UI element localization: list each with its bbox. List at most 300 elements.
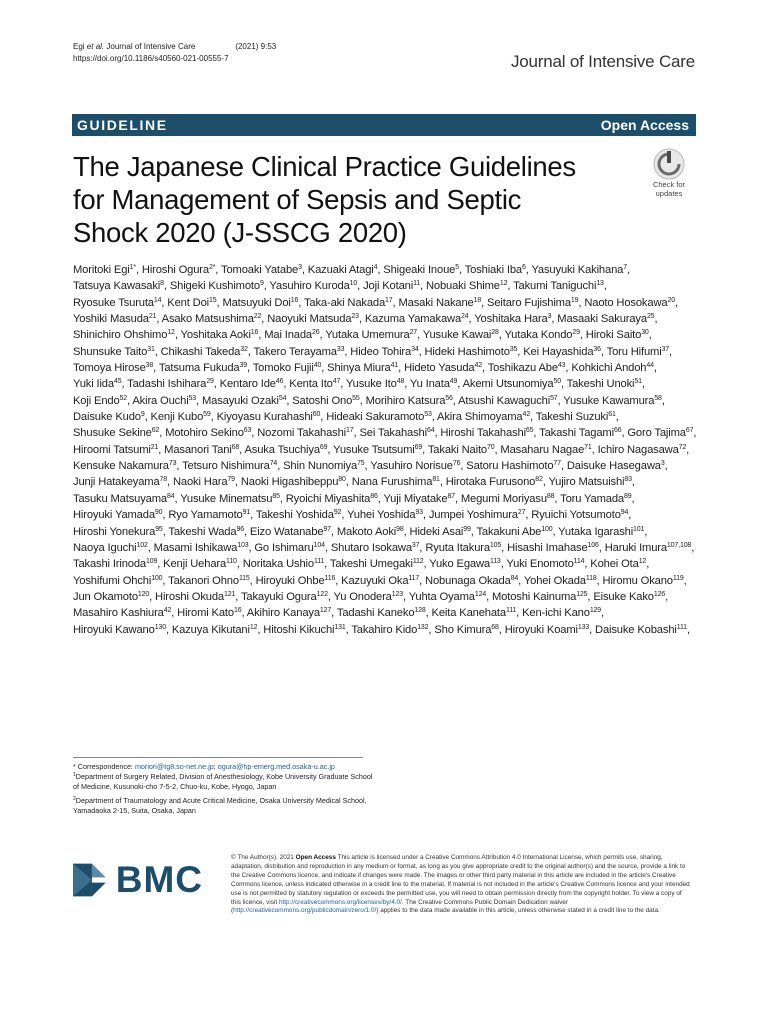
check-updates-line2: updates: [655, 189, 683, 198]
author-name: Junji Hatakeyama: [73, 476, 160, 489]
author-affiliation-ref: 75: [357, 460, 365, 468]
author: [603, 575, 684, 587]
author-name: Eizo Watanabe: [249, 525, 324, 538]
author-affiliation-ref: 82: [535, 476, 543, 484]
bmc-logo: [73, 857, 203, 903]
author-affiliation-ref: 49: [449, 378, 458, 386]
author-name: Takashi Irinoda: [73, 558, 146, 571]
author-affiliation-ref: 69: [414, 443, 423, 451]
author: [513, 280, 604, 292]
author: [488, 362, 566, 374]
author-affiliation-ref: 110: [226, 558, 237, 566]
author-name: Toru Hifumi: [606, 345, 662, 358]
author: [151, 411, 211, 423]
author-affiliation-ref: 71: [584, 443, 592, 451]
author-name: Naoki Hara: [172, 476, 228, 489]
author-name: Yusuke Minematsu: [180, 492, 273, 505]
author: [359, 427, 434, 439]
author: [73, 297, 161, 309]
author: [458, 395, 557, 407]
author-name: Taka-aki Nakada: [303, 296, 386, 309]
author-affiliation-ref: 16: [233, 607, 242, 615]
author-name: Hiroshi Yonekura: [73, 525, 156, 538]
author-name: Hideki Hashimoto: [424, 345, 510, 358]
author-name: Tomoya Hirose: [73, 362, 146, 375]
author: [351, 624, 428, 636]
author-name: Yusuke Kawai: [422, 329, 492, 342]
author-affiliation-ref: 97: [323, 525, 331, 533]
author: [522, 607, 601, 619]
author-name: Shigeaki Inoue: [383, 264, 456, 276]
author: [73, 591, 149, 603]
license-open-access: Open Access: [295, 854, 336, 861]
author: [409, 591, 486, 603]
author-name: Yu Onodera: [333, 590, 392, 603]
author: [263, 624, 345, 636]
author-name: Masaharu Nagae: [500, 443, 585, 456]
author-affiliation-ref: 19: [570, 296, 579, 304]
author: [264, 329, 319, 341]
author-affiliation-ref: 115: [238, 574, 250, 582]
author-name: Takanori Ohno: [168, 574, 239, 587]
author-affiliation-ref: 102: [136, 541, 148, 549]
author-affiliation-ref: 93: [415, 509, 423, 517]
author-name: Shutaro Isokawa: [330, 541, 412, 554]
author: [73, 378, 121, 390]
author-affiliation-ref: 78: [159, 476, 168, 484]
author-affiliation-ref: 86: [370, 492, 378, 500]
author-name: Moritoki Egi: [73, 264, 130, 276]
author-affiliation-ref: 96: [236, 525, 244, 533]
author-name: Seitaro Fujishima: [487, 296, 571, 309]
author: [73, 362, 153, 374]
author-name: Morihiro Katsura: [365, 394, 446, 407]
author-name: Megumi Moriyasu: [460, 492, 547, 505]
author-affiliation-ref: 14: [153, 296, 162, 304]
author-affiliation-ref: 61: [608, 411, 616, 419]
author: [73, 280, 164, 292]
author: [267, 313, 359, 325]
author: [241, 591, 328, 603]
author: [256, 575, 336, 587]
author-name: Yuko Egawa: [429, 558, 490, 571]
author-affiliation-ref: 111: [505, 607, 517, 615]
author-name: Kohei Ota: [590, 558, 639, 571]
author-affiliation-ref: 92: [333, 509, 342, 517]
author: [132, 395, 196, 407]
author: [164, 444, 239, 456]
author-name: Ken-ichi Kano: [522, 607, 590, 620]
author-affiliation-ref: 65: [525, 427, 534, 435]
author-name: Yoshifumi Ohchi: [73, 574, 152, 587]
author-name: Yasuhiro Norisue: [370, 460, 453, 473]
author-name: Sho Kimura: [434, 623, 492, 636]
author-affiliation-ref: 39: [239, 362, 247, 370]
author: [337, 607, 426, 619]
author-name: Yusuke Ito: [345, 378, 397, 391]
author-name: Shunsuke Taito: [73, 345, 148, 358]
author: [440, 427, 533, 439]
author: [398, 297, 481, 309]
author: [426, 280, 507, 292]
author: [73, 624, 166, 636]
author-affiliation-ref: 29: [572, 329, 580, 337]
email-link-2[interactable]: ogura@hp-emerg.med.osaka-u.ac.jp: [217, 762, 335, 771]
author-affiliation-ref: 100: [541, 525, 553, 533]
author-name: Masaaki Sakuraya: [557, 313, 647, 326]
author-affiliation-ref: 84: [510, 574, 519, 582]
author: [425, 346, 518, 358]
author-affiliation-ref: 90: [154, 509, 163, 517]
author: [605, 542, 692, 554]
author: [73, 526, 163, 538]
author-name: Yusuke Tsutsumi: [333, 443, 415, 456]
author: [247, 607, 331, 619]
author: [244, 444, 327, 456]
author: [346, 378, 404, 390]
author: [524, 575, 597, 587]
author-affiliation-ref: 104: [313, 541, 325, 549]
author-name: Tadashi Kaneko: [336, 607, 415, 620]
author-affiliation-ref: 4: [373, 264, 378, 271]
author-name: Go Ishimaru: [254, 541, 314, 554]
check-updates-icon: [653, 148, 685, 180]
author-affiliation-ref: 27: [517, 509, 526, 517]
author-affiliation-ref: 37: [661, 345, 670, 353]
author: [253, 362, 322, 374]
author-name: Matsuyuki Doi: [222, 296, 291, 309]
citation-authors: Egi: [73, 42, 87, 51]
author-name: Daisuke Kobashi: [595, 623, 677, 636]
author-name: Hiroyuki Yamada: [73, 509, 155, 522]
author-name: Tetsuro Nishimura: [182, 460, 270, 473]
bmc-logo-icon: [73, 861, 106, 899]
author-name: Kazuma Yamakawa: [364, 313, 462, 326]
author: [370, 460, 460, 472]
author: [283, 460, 364, 472]
author-name: Asuka Tsuchiya: [244, 443, 320, 456]
author: [423, 329, 499, 341]
author-affiliation-ref: 5: [455, 264, 459, 271]
author: [73, 476, 167, 488]
author-name: Toshikazu Abe: [487, 362, 558, 375]
author-name: Daisuke Kudo: [73, 411, 141, 424]
author: [505, 624, 589, 636]
author-affiliation-ref: 12: [499, 280, 508, 288]
affiliation-1: $^1$Department of Surgery Related, Division of Anesthesiology, Kobe University Graduate School of Medicine, Kusunoki-cho 7-5-2, Chuo-ku, Kobe, Hyogo, Japan: [73, 772, 373, 792]
author: [73, 509, 162, 521]
author-name: Eisuke Kako: [593, 590, 654, 603]
author: [326, 411, 432, 423]
author-name: Yuki Iida: [73, 378, 114, 391]
author-affiliation-ref: 42: [474, 362, 482, 370]
author: [168, 526, 244, 538]
author: [531, 264, 627, 276]
author-name: Yoshiki Masuda: [73, 313, 149, 326]
author: [325, 329, 417, 341]
author-affiliation-ref: 20: [667, 296, 675, 304]
author-affiliation-ref: 77: [553, 460, 561, 468]
author: [476, 526, 552, 538]
author: [165, 427, 251, 439]
author: [363, 280, 420, 292]
author-name: Takayuki Ogura: [240, 590, 317, 603]
author-name: Kentaro Ide: [219, 378, 276, 391]
author-affiliation-ref: 17: [346, 427, 354, 435]
author-name: Noritaka Ushio: [242, 558, 314, 571]
author-name: Koji Endo: [73, 394, 120, 407]
author: [161, 346, 248, 358]
author-name: Kazuyuki Oka: [341, 574, 409, 587]
citation-line: [73, 41, 276, 53]
author: [500, 444, 591, 456]
author-name: Hirotaka Furusono: [445, 476, 536, 489]
author-name: Nobuaki Shime: [425, 280, 500, 293]
author-affiliation-ref: 74: [269, 460, 278, 468]
author: [327, 362, 398, 374]
author-affiliation-ref: 91: [242, 509, 251, 517]
author-affiliation-ref: 33: [336, 345, 345, 353]
author: [567, 460, 665, 472]
author: [73, 427, 159, 439]
author-affiliation-ref: 45: [113, 378, 122, 386]
author: [333, 444, 422, 456]
author-name: Akihiro Kanaya: [246, 607, 320, 620]
author-affiliation-ref: 124: [474, 590, 487, 598]
author: [383, 493, 454, 505]
author-name: Takeshi Yoshida: [255, 509, 334, 522]
author-affiliation-ref: 42: [163, 607, 172, 615]
author-name: Hiroomi Tatsumi: [73, 443, 151, 456]
email-link-1[interactable]: moriori@tg8.so-net.ne.jp: [134, 762, 214, 771]
author-affiliation-ref: 85: [272, 492, 280, 500]
author-name: Jumpei Yoshimura: [428, 509, 518, 522]
author: [425, 575, 518, 587]
author-name: Kazuaki Atagi: [307, 264, 374, 276]
author: [487, 297, 578, 309]
author: [73, 444, 158, 456]
author-affiliation-ref: 132: [417, 623, 429, 631]
author-affiliation-ref: 56: [445, 394, 453, 402]
author-affiliation-ref: 21: [150, 443, 159, 451]
author: [428, 444, 495, 456]
author-affiliation-ref: 103: [237, 541, 249, 549]
author: [507, 542, 599, 554]
author: [331, 542, 420, 554]
author-affiliation-ref: 105: [489, 541, 502, 549]
author-affiliation-ref: 41: [390, 362, 399, 370]
author-name: Yuji Miyatake: [383, 492, 448, 505]
author: [446, 476, 543, 488]
author-name: Hiroyuki Koami: [504, 623, 578, 636]
author-name: Goro Tajima: [627, 427, 686, 440]
author-name: Toshiaki Iba: [464, 264, 522, 276]
author-name: Yutaka Umemura: [325, 329, 410, 342]
check-for-updates-button[interactable]: [645, 148, 693, 202]
author-name: Yuhei Yoshida: [347, 509, 416, 522]
author-affiliation-ref: 15: [209, 296, 217, 304]
author-affiliation-ref: 119: [672, 574, 684, 582]
author: [292, 395, 359, 407]
author: [563, 395, 662, 407]
author-name: Takeshi Suzuki: [535, 411, 609, 424]
author-name: Masayuki Ozaki: [201, 394, 279, 407]
author-affiliation-ref: 127: [319, 607, 332, 615]
author-affiliation-ref: 68: [491, 623, 499, 631]
license-statement: © The Author(s). 2021 Open Access This article is licensed under a Creative Commons Attribution 4.0 International License, which permits use, sharing, adaptation, distribution and reproduction in any medium or format, as long as you give appropriate credit to the original author(s) and the source, provide a link to the Creative Commons licence, and indicate if changes were made. The images or other third party material in this article are included in the article's Creative Commons licence, unless indicated otherwise in a credit line to the material. If material is not included in the article's Creative Commons licence and your intended use is not permitted by statutory regulation or exceeds the permitted use, you will need to obtain permission directly from the copyright holder. To view a copy of this licence, visit http://creativecommons.org/licenses/by/4.0/. The Creative Commons Public Domain Dedication waiver (http://creativecommons.org/publicdomain/zero/1.0/) applies to the data made available in this article, unless otherwise stated in a credit line to the data.: [231, 854, 690, 915]
author-affiliation-ref: 128: [414, 607, 426, 615]
author: [365, 313, 469, 325]
author-name: Takakuni Abe: [476, 525, 542, 538]
author-affiliation-ref: 67: [685, 427, 694, 435]
author-name: Daisuke Hasegawa: [566, 460, 661, 473]
author-affiliation-ref: 3: [660, 460, 665, 468]
author-affiliation-ref: 36: [593, 345, 601, 353]
author-name: Takaki Naito: [427, 443, 487, 456]
author-affiliation-ref: 99: [463, 525, 471, 533]
author-affiliation-ref: 47: [332, 378, 341, 386]
author: [222, 297, 298, 309]
author-affiliation-ref: 35: [509, 345, 518, 353]
author-name: Takeshi Unoki: [566, 378, 635, 391]
author: [177, 607, 241, 619]
author-affiliation-ref: 24: [461, 313, 469, 321]
author-name: Nobunaga Okada: [425, 574, 511, 587]
author: [256, 509, 342, 521]
author-affiliation-ref: 12: [638, 558, 647, 566]
cc0-link[interactable]: http://creativecommons.org/publicdomain/zero/1.0/: [233, 907, 377, 915]
author-name: Tomoko Fujii: [252, 362, 314, 375]
author-name: Motohiro Sekino: [165, 427, 244, 440]
author-name: Masanori Tani: [164, 443, 232, 456]
author-affiliation-ref: 40: [313, 362, 322, 370]
author-affiliation-ref: 94: [620, 509, 629, 517]
author-affiliation-ref: 23: [351, 313, 359, 321]
author-affiliation-ref: 50: [553, 378, 561, 386]
author-name: Kenta Ito: [289, 378, 333, 391]
author-affiliation-ref: 62: [151, 427, 160, 435]
author-affiliation-ref: 116: [324, 574, 336, 582]
author-affiliation-ref: 55: [352, 394, 360, 402]
author: [434, 624, 498, 636]
author: [257, 427, 353, 439]
author: [154, 542, 249, 554]
author: [607, 346, 669, 358]
author: [425, 542, 501, 554]
author-name: Yasuhiro Kuroda: [269, 280, 350, 293]
author-name: Naoyuki Matsuda: [267, 313, 352, 326]
author: [73, 395, 127, 407]
author-affiliation-ref: 125: [576, 590, 588, 598]
author-name: Takashi Tagami: [539, 427, 614, 440]
author: [172, 624, 257, 636]
author-name: Takahiro Kido: [351, 623, 418, 636]
author-name: Shusuke Sekine: [73, 427, 152, 440]
author-name: Hiroyuki Ohbe: [255, 574, 325, 587]
author-name: Naoto Hosokawa: [584, 296, 668, 309]
license-link[interactable]: http://creativecommons.org/licenses/by/4.0/: [278, 898, 402, 906]
author: [73, 607, 171, 619]
author: [557, 313, 654, 325]
author-name: Kazuya Kikutani: [171, 623, 250, 636]
author: [180, 493, 280, 505]
author-affiliation-ref: 114: [573, 558, 585, 566]
author-name: Hitoshi Kikuchi: [263, 623, 335, 636]
author: [627, 427, 693, 439]
author: [241, 476, 346, 488]
author-name: Ichiro Nagasawa: [597, 443, 679, 456]
author: [437, 411, 530, 423]
author-affiliation-ref: 87: [447, 492, 455, 500]
author: [73, 493, 174, 505]
author: [350, 346, 418, 358]
article-type-banner: [72, 114, 696, 136]
author-affiliation-ref: 12: [249, 623, 258, 631]
author-name: Haruki Imura: [604, 541, 667, 554]
author-affiliation-ref: 112: [412, 558, 424, 566]
author: [221, 264, 302, 276]
author-affiliation-ref: 81: [432, 476, 440, 484]
author-affiliation-ref: 60: [312, 411, 321, 419]
author-affiliation-ref: 53: [188, 394, 197, 402]
author: [73, 411, 145, 423]
correspondence: * Correspondence: moriori@tg8.so-net.ne.jp; ogura@hp-emerg.med.osaka-u.ac.jp: [73, 762, 335, 771]
author-name: Motoshi Kainuma: [492, 590, 577, 603]
author-affiliation-ref: 89: [623, 492, 632, 500]
author-affiliation-ref: 80: [338, 476, 346, 484]
author-affiliation-ref: 13: [596, 280, 604, 288]
author-name: Asako Matsushima: [161, 313, 254, 326]
author-name: Tatsuma Fukuda: [158, 362, 240, 375]
author-affiliation-ref: 16: [250, 329, 259, 337]
author: [269, 280, 357, 292]
author-affiliation-ref: 107,108: [666, 541, 692, 549]
author-name: Masahiro Kashiura: [73, 607, 164, 620]
author-affiliation-ref: 76: [452, 460, 461, 468]
author-affiliation-ref: 9: [140, 411, 145, 419]
author-affiliation-ref: 79: [227, 476, 235, 484]
author: [571, 362, 654, 374]
author-affiliation-ref: 68: [231, 443, 240, 451]
author-affiliation-ref: 118: [585, 574, 597, 582]
footnote-divider: [73, 757, 363, 758]
author-affiliation-ref: 122: [316, 590, 328, 598]
author-name: Akemi Utsunomiya: [462, 378, 554, 391]
author: [250, 526, 331, 538]
author-name: Yoshitaka Aoki: [180, 329, 251, 342]
author-affiliation-ref: 121: [223, 590, 236, 598]
author: [73, 542, 148, 554]
author-affiliation-ref: 101: [633, 525, 645, 533]
author-affiliation-ref: 95: [155, 525, 163, 533]
author-name: Yohei Okada: [523, 574, 586, 587]
author-name: Yoshitaka Hara: [474, 313, 548, 326]
author: [337, 526, 404, 538]
citation-year: (2021) 9:53: [235, 42, 277, 51]
author-name: Kei Hayashida: [523, 345, 594, 358]
author-affiliation-ref: 129: [589, 607, 602, 615]
author: [461, 493, 555, 505]
author: [504, 329, 579, 341]
author-affiliation-ref: 51: [634, 378, 642, 386]
author-name: Yusuke Kawamura: [563, 394, 655, 407]
author-name: Joji Kotani: [363, 280, 414, 293]
author-name: Kiyoyasu Kurahashi: [216, 411, 313, 424]
author: [243, 558, 324, 570]
author: [341, 575, 419, 587]
doi-link[interactable]: https://doi.org/10.1186/s40560-021-00555-7: [73, 54, 229, 63]
author-affiliation-ref: 17: [385, 296, 393, 304]
